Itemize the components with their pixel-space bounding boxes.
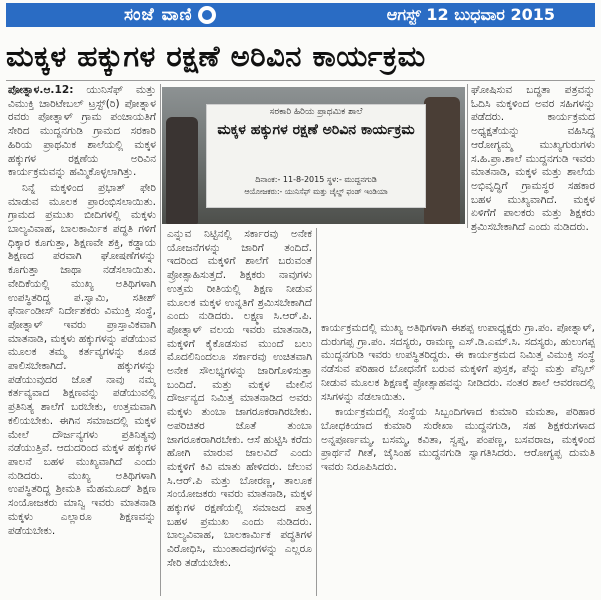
- article-column-1: [8, 84, 156, 596]
- banner-organizer-line: ಆಯೋಜಕರು:- ಯುನಿಸೆಫ್ ಮತ್ತು ಚೈಲ್ಡ್ ಫಂಡ್ ಇಂಡಿಯಾ: [244, 187, 388, 196]
- photo-person: [166, 117, 198, 224]
- article-paragraph: ಎನ್ನುವ ನಿಟ್ಟಿನಲ್ಲಿ ಸರ್ಕಾರವು ಅನೇಕ ಯೋಜನೆಗಳನ್ನು ಜಾರಿಗೆ ತಂದಿದೆ. ಇದರಿಂದ ಮಕ್ಕಳಿಗೆ ಶಾಲೆಗೆ ಬರುವಂತೆ ಪ್ರೋತ್ಸಾಹಿಸುತ್ತದೆ. ಶಿಕ್ಷಕರು ನಾವುಗಳು ಉತ್ತಮ ರೀತಿಯಲ್ಲಿ ಶಿಕ್ಷಣ ನೀಡುವ ಮೂಲಕ ಮಕ್ಕಳ ಉನ್ನತಿಗೆ ಶ್ರಮಿಸಬೇಕಾಗಿದೆ ಎಂದು ನುಡಿದರು. ಲಕ್ಷ್ಮಣ ಸಿ.ಆರ್.ಪಿ. ಪೋತ್ನಾಳ್ ವಲಯ ಇವರು ಮಾತನಾಡಿ, ಮಕ್ಕಳಿಗೆ ಕೈಕೊಡಸುವ ಮುಂದೆ ಬಲು ಮೊದಲಿನಿಂದಲೂ ಸರ್ಕಾರವು ಉಚಿತವಾಗಿ ಅನೇಕ ಸೌಲಭ್ಯಗಳನ್ನು ಜಾರಿಗೊಳಿಸುತ್ತಾ ಬಂದಿದೆ. ಮತ್ತು ಮಕ್ಕಳ ಮೇಲಿನ ದೌರ್ಜನ್ಯದ ನಿಮಿತ್ತ ಮಾತನಾಡಿದ ಅವರು ಮಕ್ಕಳು ತುಂಬಾ ಜಾಗರೂಕರಾಗಿರಬೇಕು. ಅಪರಿಚಿತರ ಜೊತೆ ತುಂಬಾ ಜಾಗರೂಕರಾಗಿರಬೇಕು. ಆಸೆ ಹುಟ್ಟಿಸಿ ಕರೆದು ಹೋಗಿ ಮಾರುವ ಜಾಲವಿದೆ ಎಂದು ಮಕ್ಕಳಿಗೆ ಕಿವಿ ಮಾತು ಹೇಳಿದರು. ಚೆಲುವ ಸಿ.ಆರ್.ಪಿ ಮತ್ತು ಬೋರಣ್ಣ, ತಾಲೂಕ ಸಂಯೋಜಕರು ಇವರು ಮಾತನಾಡಿ, ಮಕ್ಕಳ ಹಕ್ಕುಗಳ ರಕ್ಷಣೆಯಲ್ಲಿ ಸಮಾಜದ ಪಾತ್ರ ಬಹಳ ಪ್ರಮುಖ ಎಂದು ನುಡಿದರು. ಬಾಲ್ಯವಿವಾಹ, ಬಾಲಕಾರ್ಮಿಕ ಪದ್ಧತಿಗಳ ವಿರೋಧಿಸಿ, ಮುಂತಾದವುಗಳನ್ನು ಎಲ್ಲರೂ ಸೇರಿ ತಡೆಯಬೇಕು.: [167, 228, 312, 569]
- photo-person: [424, 97, 460, 224]
- column-divider: [160, 84, 161, 596]
- masthead-logo-icon: [198, 6, 216, 24]
- headline-divider: [6, 80, 595, 81]
- article-column-4: [321, 322, 595, 596]
- article-headline: ಮಕ್ಕಳ ಹಕ್ಕುಗಳ ರಕ್ಷಣೆ ಅರಿವಿನ ಕಾರ್ಯಕ್ರಮ: [6, 39, 426, 73]
- article-photo: [162, 87, 465, 224]
- article-paragraph: ನಿನ್ನೆ ಮಕ್ಕಳಿಂದ ಪ್ರಭಾತ್ ಫೇರಿ ಮಾಡುವ ಮೂಲಕ ಪ್ರಾರಂಭಿಸಲಾಯಿತು. ಗ್ರಾಮದ ಪ್ರಮುಖ ಬೀದಿಗಳಲ್ಲಿ ಮಕ್ಕಳು ಬಾಲ್ಯವಿವಾಹ, ಬಾಲಕಾರ್ಮಿಕ ಪದ್ಧತಿ ಗಳಿಗೆ ಧಿಕ್ಕಾರ ಕೂಗುತ್ತಾ, ಶಿಕ್ಷಣವೇ ಶಕ್ತಿ, ಕಡ್ಡಾಯ ಶಿಕ್ಷಣದ ಪರವಾಗಿ ಘೋಷಣೆಗಳನ್ನು ಕೂಗುತ್ತಾ ಜಾಥಾ ನಡೆಸಲಾಯಿತು. ವೇದಿಕೆಯಲ್ಲಿ ಮುಖ್ಯ ಅತಿಥಿಗಳಾಗಿ ಉಪಸ್ಥಿತರಿದ್ದ ಪ.ಸ್ವಾಮಿ, ಸತೀಶ್ ಫೆರ್ನಾಂಡೀಸ್ ನಿರ್ದೇಶಕರು ವಿಮುಕ್ತಿ ಸಂಸ್ಥೆ, ಪೋತ್ನಾಳ್ ಇವರು ಪ್ರಾಸ್ತಾವಿಕವಾಗಿ ಮಾತನಾಡಿ, ಮಕ್ಕಳು ಹಕ್ಕುಗಳನ್ನು ಪಡೆಯುವ ಮೂಲಕ ತಮ್ಮ ಕರ್ತವ್ಯಗಳನ್ನು ಕೂಡ ಪಾಲಿಸಬೇಕಾಗಿದೆ. ಹಕ್ಕುಗಳನ್ನು ಪಡೆಯುವುದರ ಜೊತೆ ನಾವು ನಮ್ಮ ಕರ್ತವ್ಯವಾದ ಶಿಕ್ಷಣವನ್ನು ಪಡೆಯುವಲ್ಲಿ ಪ್ರತಿನಿತ್ಯ ಶಾಲೆಗೆ ಬರಬೇಕು, ಉತ್ತಮವಾಗಿ ಕಲಿಯಬೇಕು. ಈಗಿನ ಸಮಾಜದಲ್ಲಿ ಮಕ್ಕಳ ಮೇಲೆ ದೌರ್ಜನ್ಯಗಳು ಪ್ರತಿನಿತ್ಯವು ನಡೆಯುತ್ತಿವೆ. ಆದುದರಿಂದ ಮಕ್ಕಳ ಹಕ್ಕುಗಳ ಪಾಲನೆ ಬಹಳ ಮುಖ್ಯವಾಗಿದೆ ಎಂದು ನುಡಿದರು. ಮುಖ್ಯ ಅತಿಥಿಗಳಾಗಿ ಉಪಸ್ಥಿತರಿದ್ದ ಶ್ರೀಮತಿ ಮೆಹಮೂದ್ ಶಿಕ್ಷಣ ಸಂಯೋಜಕರು ಮಾನ್ವಿ ಇವರು ಮಾತನಾಡಿ ಮಕ್ಕಳು ಎಲ್ಲಾರೂ ಶಿಕ್ಷಣವನ್ನು ಪಡೆಯಬೇಕು.: [8, 181, 156, 537]
- banner-date-line: ದಿನಾಂಕ:- 11-8-2015 ಸ್ಥಳ:- ಮುದ್ದನಗುಡಿ: [255, 175, 377, 184]
- article-column-3: [471, 84, 595, 318]
- photo-banner: [206, 104, 426, 208]
- article-paragraph: ಕಾರ್ಯಕ್ರಮದಲ್ಲಿ ಸಂಸ್ಥೆಯ ಸಿಬ್ಬಂದಿಗಳಾದ ಕುಮಾರಿ ಮಮತಾ, ಪರಿಹಾರ ಬೋಧಕಿಯಾದ ಕುಮಾರಿ ಸುರೇಖಾ ಮುದ್ದನಗುಡಿ, ಸಹ ಶಿಕ್ಷಕರುಗಳಾದ ಅನ್ನಪೂರ್ಣಮ್ಮ, ಬಸಮ್ಮ, ಕವಿತಾ, ಸ್ವಪ್ನ, ಪಂಪಣ್ಣ, ಬಸವರಾಜ, ಮಕ್ಕಳಿಂದ ಪ್ರಾರ್ಥನೆ ಗೀತೆ, ಜೈಸಿಂಹ ಮುದ್ದನಗುಡಿ ಸ್ವಾಗತಿಸಿದರು. ಆರೋಗ್ಯಪ್ಪ ದುಮತಿ ಇವರು ನಿರೂಪಿಸಿದರು.: [321, 406, 595, 474]
- masthead-name: ಸಂಜೆ ವಾಣಿ: [124, 5, 193, 25]
- column-divider: [467, 84, 468, 228]
- banner-title-line: ಮಕ್ಕಳ ಹಕ್ಕುಗಳ ರಕ್ಷಣೆ ಅರಿವಿನ ಕಾರ್ಯಕ್ರಮ: [217, 122, 415, 138]
- article-dateline: ಪೋತ್ನಾಳ.ಆ.12:: [8, 84, 74, 96]
- banner-school-line: ಸರಕಾರಿ ಹಿರಿಯ ಪ್ರಾಥಮಿಕ ಶಾಲೆ: [269, 107, 363, 117]
- masthead-bar: [6, 3, 595, 27]
- article-paragraph: ಯುನಿಸೆಫ್ ಮತ್ತು ವಿಮುಕ್ತಿ ಚಾರಿಟೇಬಲ್ ಟ್ರಸ್ಟ್(ರಿ) ಪೋತ್ನಾಳ ರವರು ಪೋತ್ನಾಳ್ ಗ್ರಾಮ ಪಂಚಾಯತಿಗೆ ಸೇರಿದ ಮುದ್ದನಗುಡಿ ಗ್ರಾಮದ ಸರಕಾರಿ ಹಿರಿಯ ಪ್ರಾಥಮಿಕ ಶಾಲೆಯಲ್ಲಿ ಮಕ್ಕಳ ಹಕ್ಕುಗಳ ರಕ್ಷಣೆಯ ಅರಿವಿನ ಕಾರ್ಯಕ್ರಮವನ್ನು ಹಮ್ಮಿಕೊಳ್ಳಲಾಗಿತ್ತು.: [8, 84, 156, 179]
- column-divider: [316, 228, 317, 596]
- article-paragraph: ಕಾರ್ಯಕ್ರಮದಲ್ಲಿ ಮುಖ್ಯ ಅತಿಥಿಗಳಾಗಿ ಈಶಪ್ಪ ಉಪಾಧ್ಯಕ್ಷರು ಗ್ರಾ.ಪಂ. ಪೋತ್ನಾಳ್, ದುರುಗಪ್ಪ ಗ್ರಾ.ಪಂ. ಸದಸ್ಯರು, ರಾಮಣ್ಣ ಎಸ್.ಡಿ.ಎಮ್.ಸಿ. ಸದಸ್ಯರು, ಹುಲುಗಪ್ಪ ಮುದ್ದನಗುಡಿ ಇವರು ಉಪಸ್ಥಿತರಿದ್ದರು. ಈ ಕಾರ್ಯಕ್ರಮದ ನಿಮಿತ್ತ ವಿಮುಕ್ತಿ ಸಂಸ್ಥೆ ನಡೆಸುವ ಪರಿಹಾರ ಬೋಧನೆಗೆ ಬರುವ ಮಕ್ಕಳಿಗೆ ಪುಸ್ತಕ, ಪೆನ್ನು ಮತ್ತು ಪೆನ್ಸಿಲ್ ನೀಡುವ ಮೂಲಕ ಶಿಕ್ಷಣಕ್ಕೆ ಪ್ರೋತ್ಸಾಹವನ್ನು ನೀಡಿದರು. ನಂತರ ಶಾಲೆ ಆವರಣದಲ್ಲಿ ಸಸಿಗಳನ್ನು ನೆಡಲಾಯಿತು.: [321, 322, 595, 403]
- masthead-date: ಆಗಸ್ಟ್ 12 ಬುಧವಾರ 2015: [386, 5, 555, 24]
- article-paragraph: ಘೋಷಿಸುವ ಬದ್ಧತಾ ಪತ್ರವನ್ನು ಓದಿಸಿ ಮಕ್ಕಳಿಂದ ಅವರ ಸಹಿಗಳನ್ನು ಪಡೆದರು. ಕಾರ್ಯಕ್ರಮದ ಅಧ್ಯಕ್ಷತೆಯನ್ನು ವಹಿಸಿದ್ದ ಆರೋಗ್ಯಮ್ಮ ಮುಖ್ಯಗುರುಗಳು ಸ.ಹಿ.ಪ್ರಾ.ಶಾಲೆ ಮುದ್ದನಗುಡಿ ಇವರು ಮಾತನಾಡಿ, ಮಕ್ಕಳ ಮತ್ತು ಶಾಲೆಯ ಅಭಿವೃದ್ಧಿಗೆ ಗ್ರಾಮಸ್ಥರ ಸಹಕಾರ ಬಹಳ ಮುಖ್ಯವಾಗಿದೆ. ಮಕ್ಕಳ ಏಳಿಗೆಗೆ ಪಾಲಕರು ಮತ್ತು ಶಿಕ್ಷಕರು ಶ್ರಮಿಸಬೇಕಾಗಿದೆ ಎಂದು ನುಡಿದರು.: [471, 84, 595, 234]
- article-column-2: [167, 228, 312, 596]
- article-column-2b: [321, 228, 467, 318]
